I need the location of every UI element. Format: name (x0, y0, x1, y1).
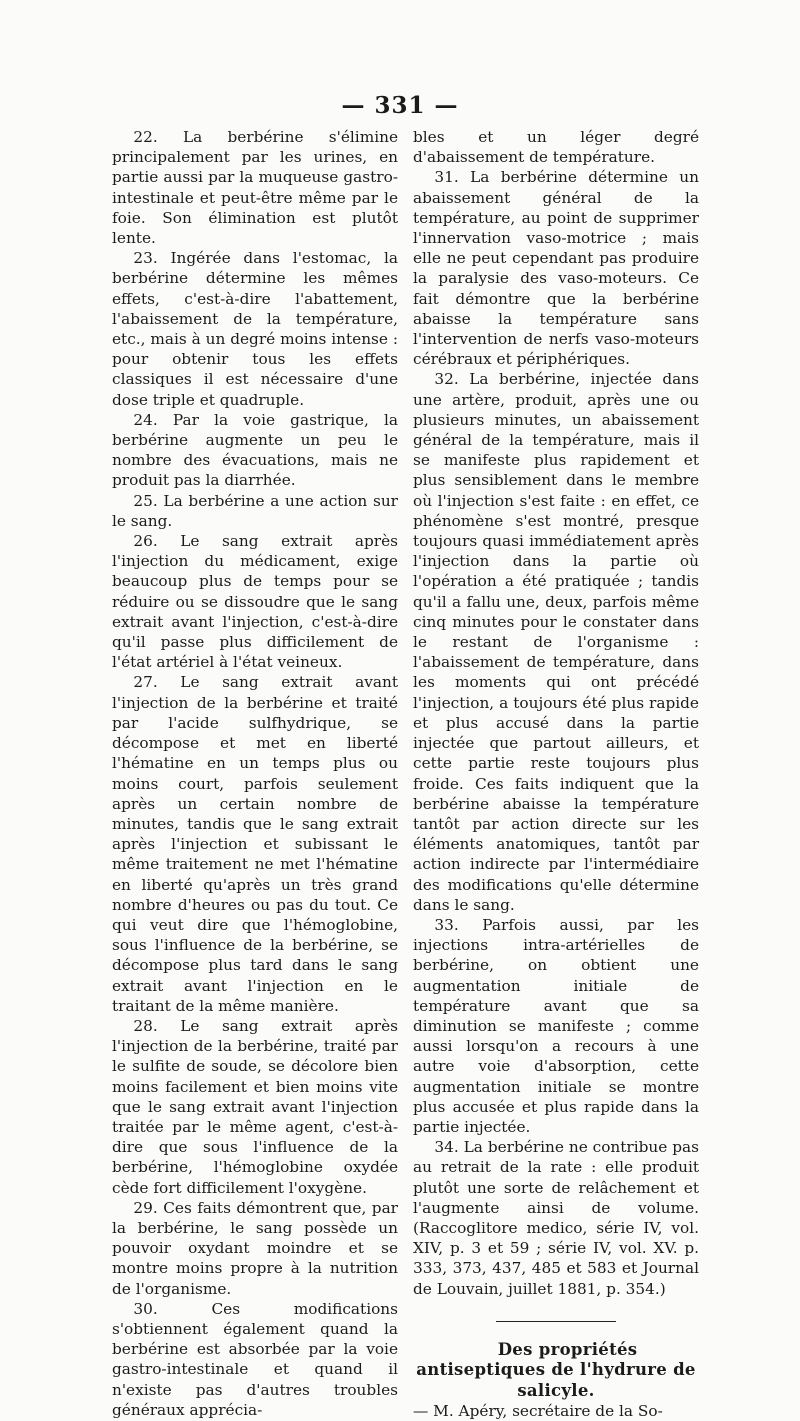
paragraph-25: 25. La berbérine a une action sur le sang. (112, 491, 398, 530)
right-column (413, 127, 699, 1421)
left-column (112, 127, 398, 1420)
paragraph-31: 31. La berbérine détermine un abaissement général de la température, au point de supprimer l'innervation vaso-motrice ; mais elle ne peut cependant pas produire la paralysie des vaso-moteurs. Ce fait démontre que la berbérine abaisse la température sans l'intervention de nerfs vaso-moteurs cérébraux et périphériques. (413, 168, 699, 369)
paragraph-28: 28. Le sang extrait après l'injection de la berbérine, traité par le sulfite de soude, se décolore bien moins facilement et bien moins vite que le sang extrait avant l'injection traitée par le même agent, c'est-à-dire que sous l'influence de la berbérine, l'hémoglobine oxydée cède fort difficilement l'oxygène. (112, 1016, 398, 1197)
paragraph-22: 22. La berbérine s'élimine principalement par les urines, en partie aussi par la muqueuse gastro-intestinale et peut-être même par le foie. Son élimination est plutôt lente. (112, 128, 398, 248)
paragraph-26: 26. Le sang extrait après l'injection du médicament, exige beaucoup plus de temps pour se réduire ou se dissoudre que le sang extrait avant l'injection, c'est-à-dire qu'il passe plus difficilement de l'état artériel à l'état veineux. (112, 532, 398, 672)
page-number: — 331 — (341, 92, 459, 119)
section-divider (496, 1321, 616, 1322)
paragraph-33: 33. Parfois aussi, par les injections intra-artérielles de berbérine, on obtient une augmentation initiale de température avant que sa diminution se manifeste ; comme aussi lorsqu'on a recours à une autre voie d'absorption, cette augmentation initiale se montre plus accusée et plus rapide dans la partie injectée. (413, 915, 699, 1136)
paragraph-27: 27. Le sang extrait avant l'injection de la berbérine et traité par l'acide sulfhydrique, se décompose et met en liberté l'hématine en un temps plus ou moins court, parfois seulement après un certain nombre de minutes, tandis que le sang extrait après l'injection et subissant le même traitement ne met l'hématine en liberté qu'après un très grand nombre d'heures ou pas du tout. Ce qui veut dire que l'hémoglobine, sous l'influence de la berbérine, se décompose plus tard dans le sang extrait avant l'injection en le traitant de la même manière. (112, 673, 398, 1015)
paragraph-32: 32. La berbérine, injectée dans une artère, produit, après une ou plusieurs minutes, un abaissement général de la température, mais il se manifeste plus rapidement et plus sensiblement dans le membre où l'injection s'est faite : en effet, ce phénomène s'est montré, presque toujours quasi immédiatement après l'injection dans la partie où l'opération a été pratiquée ; tandis qu'il a fallu une, deux, parfois même cinq minutes pour le constater dans le restant de l'organisme : l'abaissement de température, dans les moments qui ont précédé l'injection, a toujours été plus rapide et plus accusé dans la partie injectée que partout ailleurs, et cette partie reste toujours plus froide. Ces faits indiquent que la berbérine abaisse la température tantôt par action directe sur les éléments anatomiques, tantôt par action indirecte par l'intermédiaire des modifications qu'elle détermine dans le sang. (413, 370, 699, 914)
section-title: Des propriétés antiseptiques de l'hydrure de salicyle. (416, 1339, 696, 1400)
paragraph-29: 29. Ces faits démontrent que, par la berbérine, le sang possède un pouvoir oxydant moindre et se montre moins propre à la nutrition de l'organisme. (112, 1198, 398, 1298)
paragraph-30: 30. Ces modifications s'obtiennent également quand la berbérine est absorbée par la voie gastro-intestinale et quand il n'existe pas d'autres troubles généraux apprécia- (112, 1299, 398, 1419)
section-first-line: — M. Apéry, secrétaire de la So- (413, 1402, 663, 1421)
paragraph-34: 34. La berbérine ne contribue pas au retrait de la rate : elle produit plutôt une sorte de relâchement et l'augmente ainsi de volume. (Raccoglitore medico, série IV, vol. XIV, p. 3 et 59 ; série IV, vol. XV. p. 333, 373, 437, 485 et 583 et Journal de Louvain, juillet 1881, p. 354.) (413, 1138, 699, 1298)
paragraph-30-continuation: bles et un léger degré d'abaissement de température. (413, 128, 699, 167)
paragraph-23: 23. Ingérée dans l'estomac, la berbérine détermine les mêmes effets, c'est-à-dire l'abattement, l'abaissement de la température, etc., mais à un degré moins intense : pour obtenir tous les effets classiques il est nécessaire d'une dose triple et quadruple. (112, 249, 398, 409)
paragraph-24: 24. Par la voie gastrique, la berbérine augmente un peu le nombre des évacuations, mais ne produit pas la diarrhée. (112, 410, 398, 490)
